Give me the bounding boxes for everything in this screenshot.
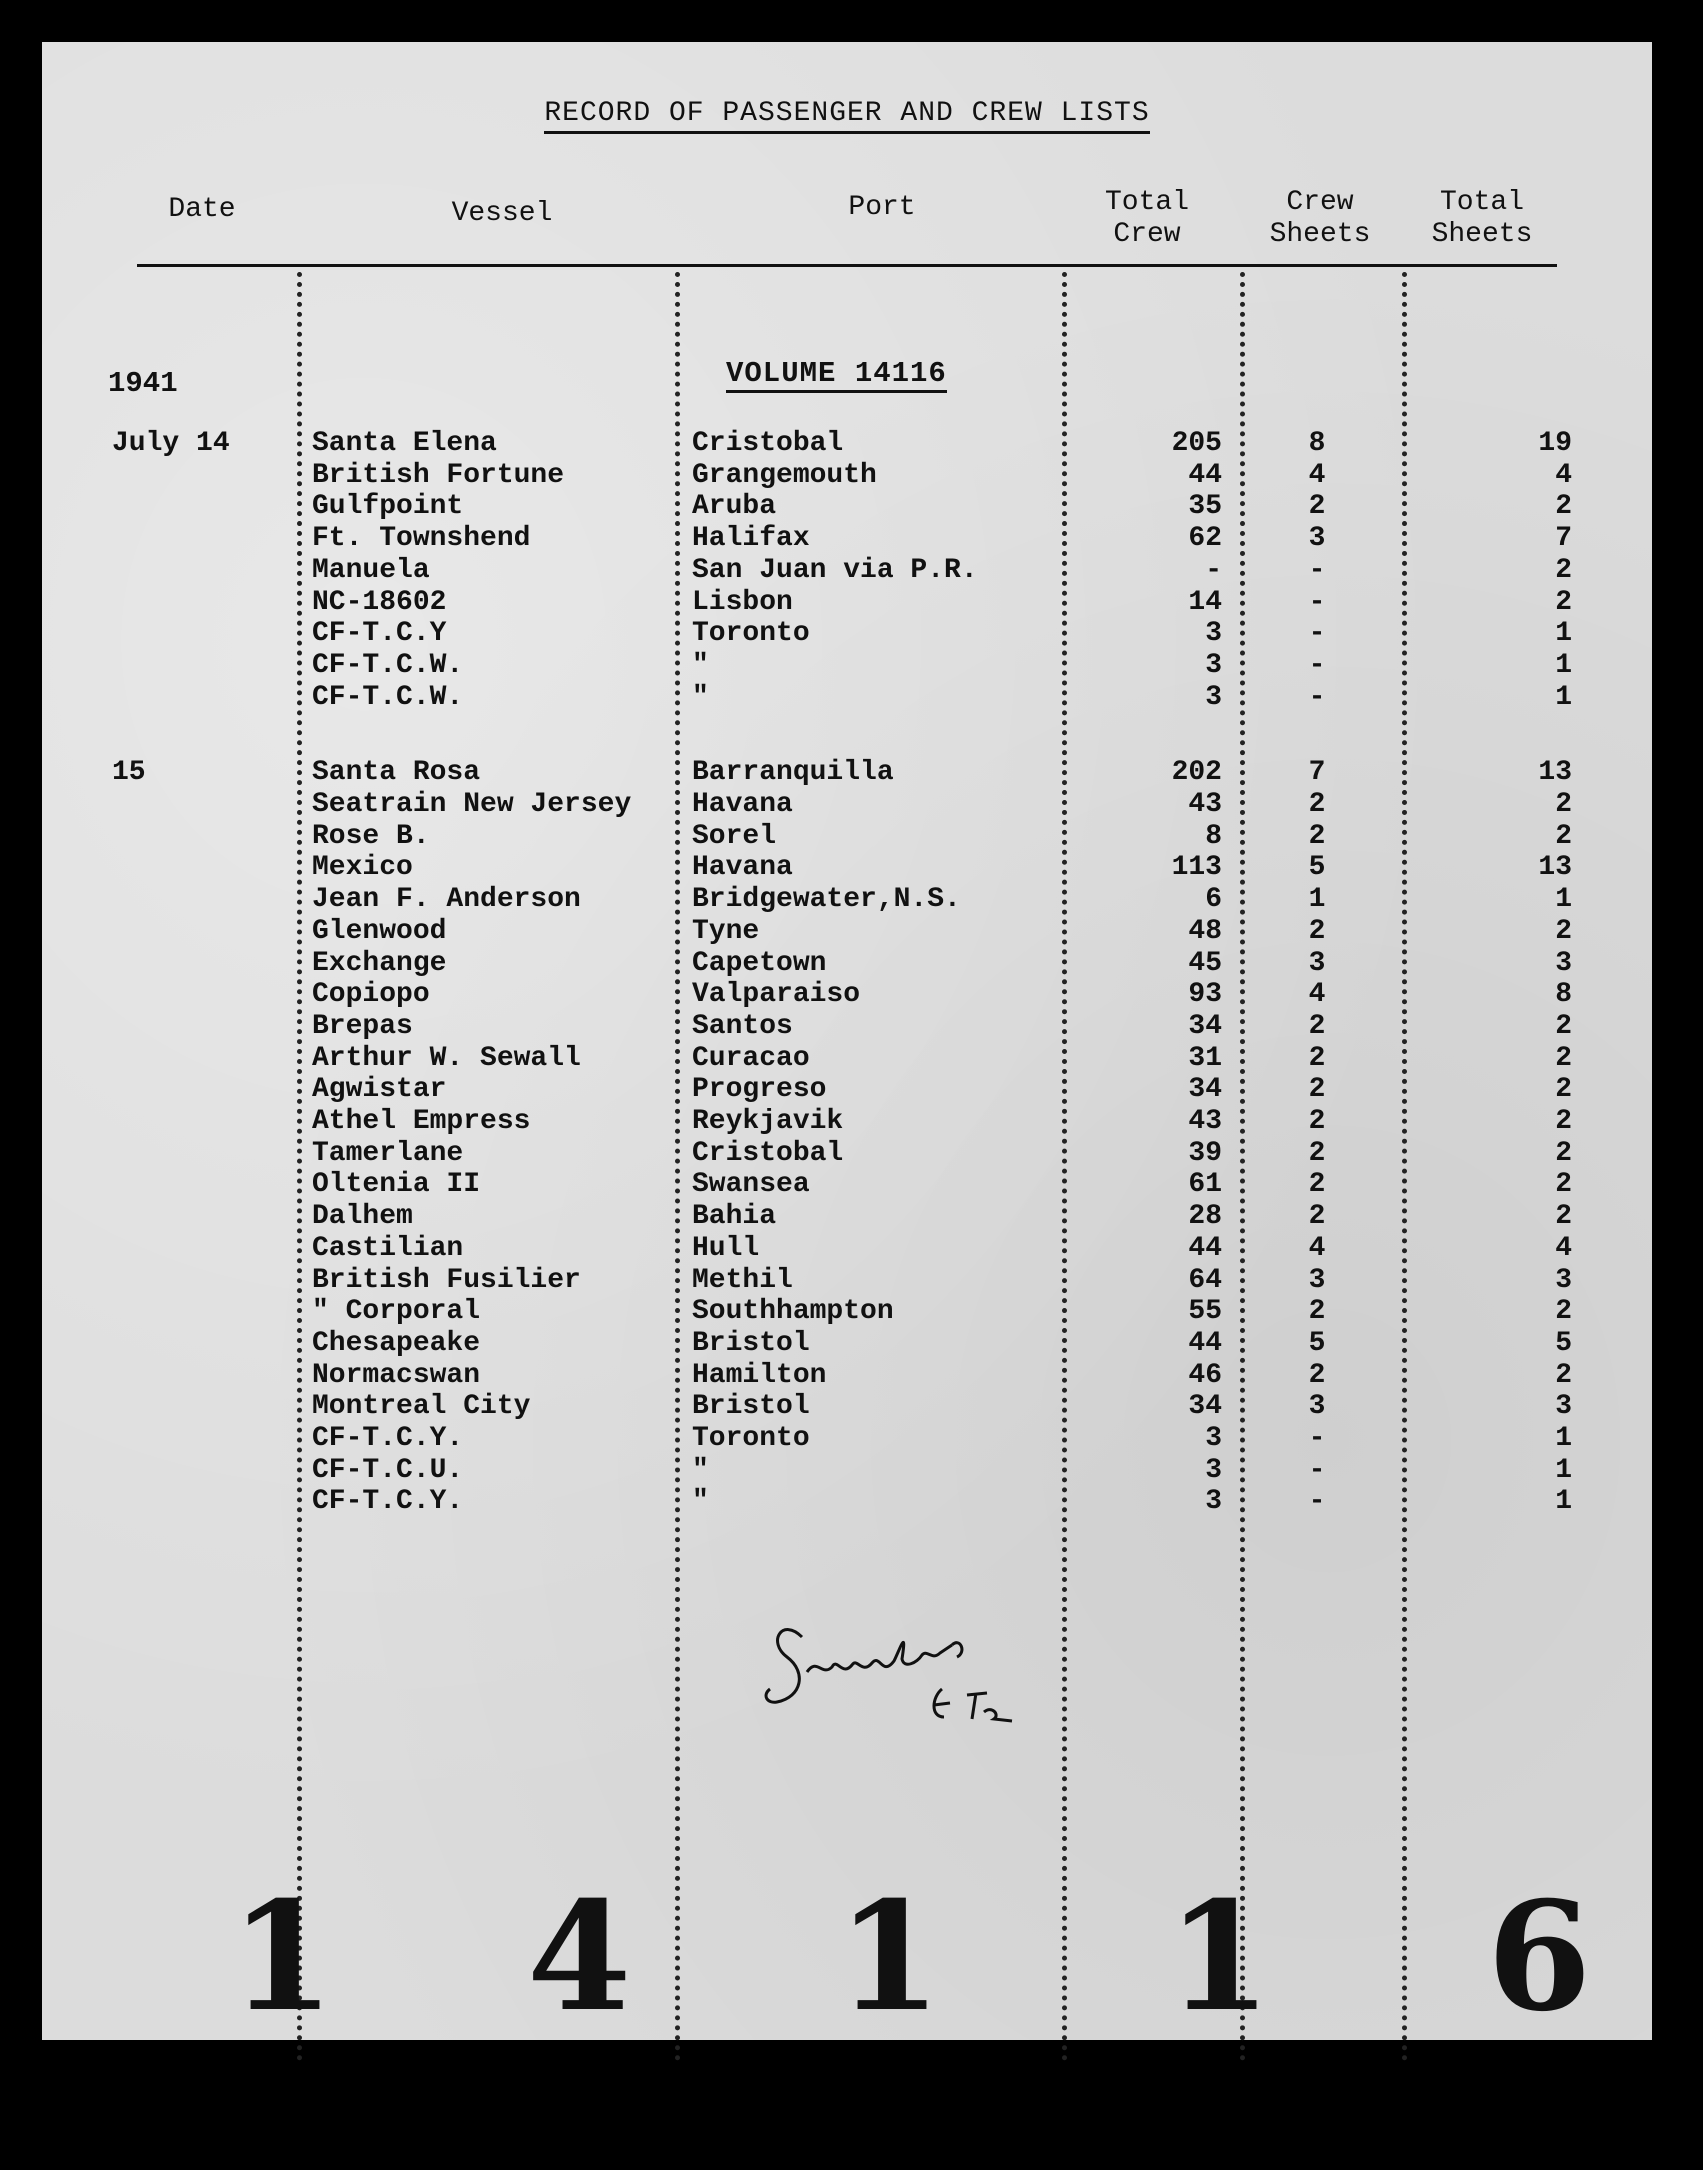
vessel-cell: CF-T.C.W. (312, 681, 464, 713)
total-crew-cell: 46 (1188, 1359, 1222, 1391)
vessel-cell: Agwistar (312, 1074, 447, 1106)
crew-sheets-cell: 4 (1308, 459, 1326, 491)
vessel-cell: Ft. Townshend (312, 523, 531, 555)
crew-sheets-cell: - (1308, 618, 1326, 650)
crew-sheets-cell: 3 (1308, 947, 1326, 979)
crew-sheets-cell: - (1308, 586, 1326, 618)
crew-sheets-cell: 5 (1308, 1327, 1326, 1359)
vessel-cell: British Fusilier (312, 1264, 581, 1296)
crew-sheets-cell: 2 (1308, 1296, 1326, 1328)
total-crew-cell: 6 (1205, 884, 1222, 916)
vessel-cell: Oltenia II (312, 1169, 481, 1201)
total-sheets-cell: 1 (1555, 884, 1572, 916)
year-label: 1941 (108, 367, 178, 400)
total-crew-cell: 43 (1188, 1106, 1222, 1137)
vessel-cell: Exchange (312, 947, 447, 979)
total-sheets-cell: 2 (1555, 1106, 1572, 1137)
vessel-cell: Chesapeake (312, 1327, 481, 1359)
total-crew-cell: 31 (1188, 1042, 1222, 1074)
vessel-cell: Athel Empress (312, 1106, 531, 1137)
table-row (42, 948, 1652, 980)
port-cell: Toronto (692, 1423, 810, 1454)
header-crew-sheets-line1: Crew (1286, 187, 1354, 218)
crew-sheets-cell: 2 (1308, 491, 1326, 523)
vessel-cell: CF-T.C.Y (312, 618, 447, 650)
total-sheets-cell: 2 (1555, 915, 1572, 947)
port-cell: Bridgewater,N.S. (692, 884, 961, 916)
port-cell: Grangemouth (692, 459, 877, 491)
crew-sheets-cell: - (1308, 649, 1326, 681)
total-crew-cell: 34 (1188, 1391, 1222, 1423)
table-row (42, 852, 1652, 884)
total-sheets-cell: 2 (1555, 586, 1572, 618)
volume-label: VOLUME 14116 (726, 357, 947, 393)
vessel-cell: Santa Rosa (312, 757, 481, 789)
handwritten-signature (762, 1597, 1082, 1737)
port-cell: Havana (692, 789, 793, 820)
port-cell: Southhampton (692, 1296, 894, 1328)
total-crew-cell: 3 (1205, 681, 1222, 713)
port-cell: Cristobal (692, 428, 844, 459)
total-crew-cell: 45 (1188, 947, 1222, 979)
vessel-cell: Mexico (312, 852, 413, 884)
total-sheets-cell: 13 (1538, 757, 1572, 789)
table-row (42, 1360, 1652, 1392)
table-row (42, 1138, 1652, 1170)
table-row (42, 979, 1652, 1011)
total-sheets-cell: 13 (1538, 852, 1572, 884)
total-crew-cell: 44 (1188, 1327, 1222, 1359)
vessel-cell: CF-T.C.Y. (312, 1423, 464, 1454)
crew-sheets-cell: 4 (1308, 979, 1326, 1011)
vessel-cell: NC-18602 (312, 586, 447, 618)
footer-digit: 4 (527, 1869, 632, 2045)
table-row (42, 1391, 1652, 1423)
total-sheets-cell: 4 (1555, 459, 1572, 491)
crew-sheets-cell: 2 (1308, 789, 1326, 820)
port-cell: Lisbon (692, 586, 793, 618)
vessel-cell: Copiopo (312, 979, 430, 1011)
table-row (42, 650, 1652, 682)
header-total-crew (1077, 187, 1217, 251)
total-sheets-cell: 2 (1555, 1169, 1572, 1201)
header-crew-sheets (1250, 187, 1390, 251)
table-row (42, 757, 1652, 789)
port-cell: Tyne (692, 915, 760, 947)
port-cell: Havana (692, 852, 793, 884)
vessel-cell: Gulfpoint (312, 491, 464, 523)
vessel-cell: Santa Elena (312, 428, 497, 459)
header-total-sheets-line2: Sheets (1431, 219, 1533, 250)
port-cell: Santos (692, 1010, 793, 1042)
crew-sheets-cell: 2 (1308, 1074, 1326, 1106)
table-row (42, 587, 1652, 619)
vessel-cell: CF-T.C.U. (312, 1454, 464, 1486)
total-sheets-cell: 2 (1555, 1137, 1572, 1169)
crew-sheets-cell: 2 (1308, 915, 1326, 947)
total-sheets-cell: 2 (1555, 1359, 1572, 1391)
crew-sheets-cell: - (1308, 1423, 1326, 1454)
port-cell: San Juan via P.R. (692, 554, 978, 586)
port-cell: Valparaiso (692, 979, 861, 1011)
crew-sheets-cell: 2 (1308, 1042, 1326, 1074)
port-cell: Swansea (692, 1169, 810, 1201)
table-row (42, 1455, 1652, 1487)
total-crew-cell: - (1205, 554, 1222, 586)
total-sheets-cell: 1 (1555, 1423, 1572, 1454)
vessel-cell: Manuela (312, 554, 430, 586)
total-crew-cell: 35 (1188, 491, 1222, 523)
total-sheets-cell: 3 (1555, 947, 1572, 979)
total-crew-cell: 34 (1188, 1010, 1222, 1042)
footer-digit: 1 (1167, 1869, 1272, 2045)
total-sheets-cell: 2 (1555, 1201, 1572, 1233)
total-crew-cell: 34 (1188, 1074, 1222, 1106)
total-crew-cell: 3 (1205, 1486, 1222, 1518)
port-cell: Hamilton (692, 1359, 827, 1391)
date-cell: 15 (112, 757, 146, 789)
header-total-crew-line1: Total (1104, 187, 1189, 218)
vessel-cell: Seatrain New Jersey (312, 789, 632, 820)
total-sheets-cell: 2 (1555, 491, 1572, 523)
table-row (42, 1043, 1652, 1075)
crew-sheets-cell: 2 (1308, 1106, 1326, 1137)
vessel-cell: Jean F. Anderson (312, 884, 581, 916)
port-cell: Capetown (692, 947, 827, 979)
total-crew-cell: 3 (1205, 1454, 1222, 1486)
table-row (42, 884, 1652, 916)
table-row (42, 428, 1652, 460)
header-total-crew-line2: Crew (1113, 219, 1181, 250)
crew-sheets-cell: 2 (1308, 820, 1326, 852)
crew-sheets-cell: 8 (1308, 428, 1326, 459)
total-crew-cell: 28 (1188, 1201, 1222, 1233)
crew-sheets-cell: - (1308, 554, 1326, 586)
total-crew-cell: 43 (1188, 789, 1222, 820)
table-row (42, 1265, 1652, 1297)
total-crew-cell: 205 (1171, 428, 1222, 459)
total-sheets-cell: 1 (1555, 1486, 1572, 1518)
total-sheets-cell: 2 (1555, 789, 1572, 820)
crew-sheets-cell: - (1308, 1454, 1326, 1486)
crew-sheets-cell: 3 (1308, 1264, 1326, 1296)
port-cell: Bristol (692, 1391, 810, 1423)
port-cell: Halifax (692, 523, 810, 555)
total-crew-cell: 61 (1188, 1169, 1222, 1201)
port-cell: Hull (692, 1232, 760, 1264)
table-row (42, 682, 1652, 714)
total-sheets-cell: 2 (1555, 1296, 1572, 1328)
crew-sheets-cell: - (1308, 1486, 1326, 1518)
port-cell: Reykjavik (692, 1106, 844, 1137)
page-title-text: RECORD OF PASSENGER AND CREW LISTS (544, 98, 1149, 134)
port-cell: " (692, 1486, 709, 1518)
total-sheets-cell: 2 (1555, 820, 1572, 852)
crew-sheets-cell: 1 (1308, 884, 1326, 916)
total-crew-cell: 113 (1171, 852, 1222, 884)
vessel-cell: Dalhem (312, 1201, 413, 1233)
total-crew-cell: 3 (1205, 1423, 1222, 1454)
total-sheets-cell: 2 (1555, 554, 1572, 586)
total-crew-cell: 202 (1171, 757, 1222, 789)
port-cell: " (692, 1454, 709, 1486)
total-sheets-cell: 1 (1555, 618, 1572, 650)
total-sheets-cell: 7 (1555, 523, 1572, 555)
total-crew-cell: 44 (1188, 459, 1222, 491)
table-row (42, 916, 1652, 948)
total-crew-cell: 44 (1188, 1232, 1222, 1264)
total-sheets-cell: 1 (1555, 649, 1572, 681)
total-crew-cell: 3 (1205, 649, 1222, 681)
port-cell: Bristol (692, 1327, 810, 1359)
port-cell: Cristobal (692, 1137, 844, 1169)
total-sheets-cell: 5 (1555, 1327, 1572, 1359)
table-row (42, 789, 1652, 821)
crew-sheets-cell: 2 (1308, 1201, 1326, 1233)
total-sheets-cell: 1 (1555, 1454, 1572, 1486)
header-rule (137, 264, 1557, 267)
vessel-cell: Brepas (312, 1010, 413, 1042)
table-row (42, 1296, 1652, 1328)
crew-sheets-cell: 2 (1308, 1010, 1326, 1042)
port-cell: Sorel (692, 820, 777, 852)
table-row (42, 460, 1652, 492)
total-crew-cell: 62 (1188, 523, 1222, 555)
port-cell: Curacao (692, 1042, 810, 1074)
total-crew-cell: 3 (1205, 618, 1222, 650)
total-sheets-cell: 8 (1555, 979, 1572, 1011)
port-cell: " (692, 649, 709, 681)
header-port: Port (848, 192, 916, 223)
crew-sheets-cell: 7 (1308, 757, 1326, 789)
total-sheets-cell: 2 (1555, 1074, 1572, 1106)
total-crew-cell: 93 (1188, 979, 1222, 1011)
table-row (42, 618, 1652, 650)
port-cell: Methil (692, 1264, 793, 1296)
vessel-cell: CF-T.C.W. (312, 649, 464, 681)
header-crew-sheets-line2: Sheets (1269, 219, 1371, 250)
total-sheets-cell: 1 (1555, 681, 1572, 713)
total-sheets-cell: 3 (1555, 1264, 1572, 1296)
vessel-cell: Montreal City (312, 1391, 531, 1423)
total-sheets-cell: 2 (1555, 1010, 1572, 1042)
table-row (42, 1328, 1652, 1360)
total-sheets-cell: 3 (1555, 1391, 1572, 1423)
crew-sheets-cell: 4 (1308, 1232, 1326, 1264)
table-row (42, 1074, 1652, 1106)
crew-sheets-cell: 5 (1308, 852, 1326, 884)
vessel-cell: Glenwood (312, 915, 447, 947)
total-crew-cell: 64 (1188, 1264, 1222, 1296)
table-row (42, 1423, 1652, 1455)
footer-digit: 1 (837, 1869, 942, 2045)
crew-sheets-cell: - (1308, 681, 1326, 713)
table-row (42, 1233, 1652, 1265)
table-row (42, 523, 1652, 555)
table-row (42, 555, 1652, 587)
table-row (42, 491, 1652, 523)
table-row (42, 1201, 1652, 1233)
vessel-cell: Arthur W. Sewall (312, 1042, 581, 1074)
crew-sheets-cell: 2 (1308, 1169, 1326, 1201)
footer-digit: 6 (1487, 1869, 1592, 2045)
vessel-cell: Normacswan (312, 1359, 481, 1391)
vessel-cell: " Corporal (312, 1296, 481, 1328)
vessel-cell: CF-T.C.Y. (312, 1486, 464, 1518)
total-crew-cell: 14 (1188, 586, 1222, 618)
port-cell: Aruba (692, 491, 777, 523)
crew-sheets-cell: 2 (1308, 1359, 1326, 1391)
header-total-sheets (1412, 187, 1552, 251)
table-row (42, 1011, 1652, 1043)
port-cell: " (692, 681, 709, 713)
page-title (42, 98, 1652, 129)
date-cell: July 14 (112, 428, 230, 459)
table-row (42, 1106, 1652, 1138)
document-page (42, 42, 1652, 2045)
vessel-cell: Tamerlane (312, 1137, 464, 1169)
crew-sheets-cell: 3 (1308, 523, 1326, 555)
total-crew-cell: 8 (1205, 820, 1222, 852)
crew-sheets-cell: 2 (1308, 1137, 1326, 1169)
port-cell: Barranquilla (692, 757, 894, 789)
vessel-cell: Castilian (312, 1232, 464, 1264)
total-crew-cell: 55 (1188, 1296, 1222, 1328)
table-row (42, 1169, 1652, 1201)
port-cell: Toronto (692, 618, 810, 650)
footer-digit: 1 (230, 1869, 335, 2045)
vessel-cell: Rose B. (312, 820, 430, 852)
port-cell: Bahia (692, 1201, 777, 1233)
total-sheets-cell: 4 (1555, 1232, 1572, 1264)
port-cell: Progreso (692, 1074, 827, 1106)
table-row (42, 821, 1652, 853)
crew-sheets-cell: 3 (1308, 1391, 1326, 1423)
total-sheets-cell: 19 (1538, 428, 1572, 459)
table-row (42, 1486, 1652, 1518)
header-date: Date (168, 194, 236, 225)
header-total-sheets-line1: Total (1439, 187, 1524, 218)
total-crew-cell: 48 (1188, 915, 1222, 947)
vessel-cell: British Fortune (312, 459, 565, 491)
header-vessel: Vessel (451, 198, 553, 229)
total-crew-cell: 39 (1188, 1137, 1222, 1169)
total-sheets-cell: 2 (1555, 1042, 1572, 1074)
